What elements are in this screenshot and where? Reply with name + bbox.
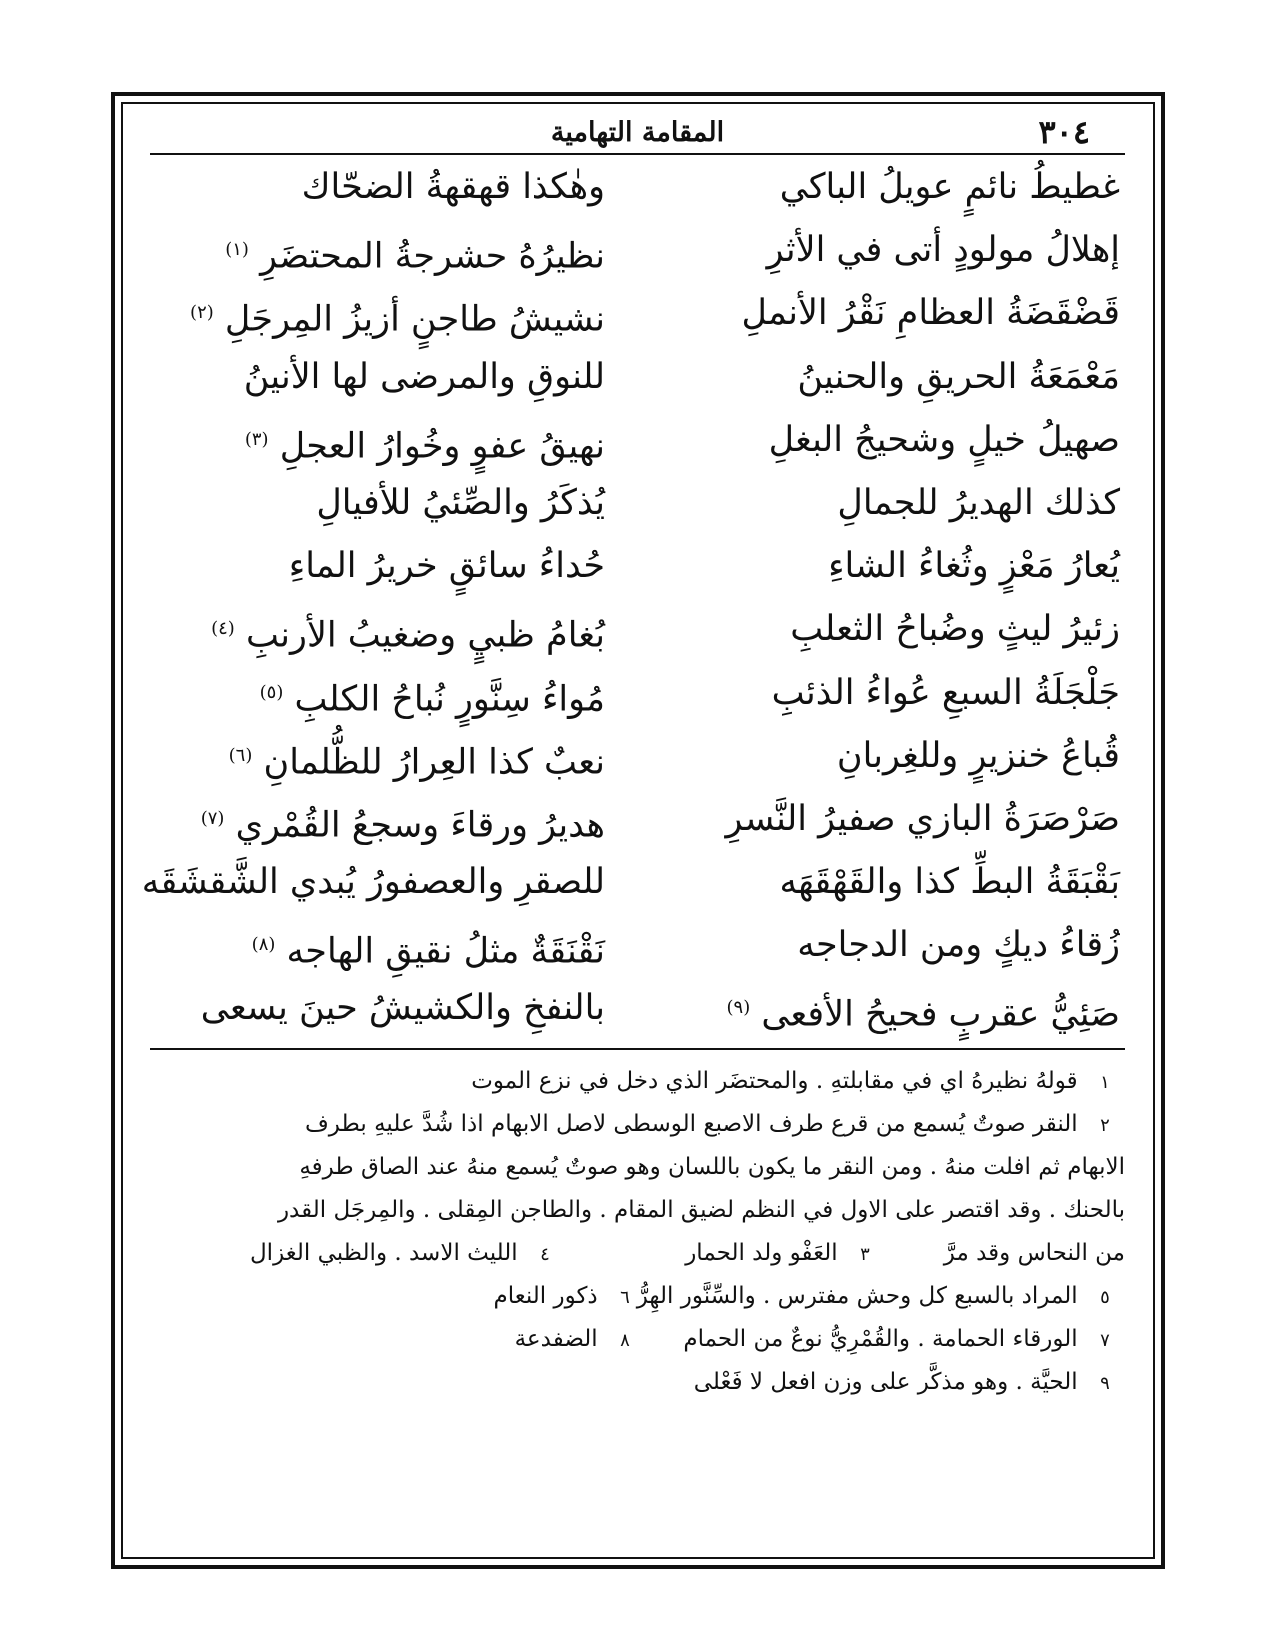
first-hemistich: زُقاءُ ديكٍ ومن الدجاجه bbox=[797, 925, 1120, 966]
footnote-text: الابهام ثم افلت منهُ . ومن النقر ما يكون باللسان وهو صوتٌ يُسمع منهُ عند الصاق طرفهِ bbox=[299, 1154, 1125, 1180]
footnote bbox=[494, 1275, 646, 1319]
footnote bbox=[515, 1318, 645, 1362]
footnote-row bbox=[145, 1232, 1125, 1275]
footnote-continuation bbox=[145, 1189, 1125, 1232]
footnote bbox=[637, 1275, 1125, 1319]
second-hemistich: وهٰكذا قهقهةُ الضحّاك bbox=[301, 167, 605, 207]
footnote bbox=[145, 1361, 1125, 1404]
footnote bbox=[145, 1060, 1125, 1103]
footnote-text: قولهُ نظيرهُ اي في مقابلتهِ . والمحتضَر الذي دخل في نزع الموت bbox=[471, 1068, 1078, 1094]
footnote-number: ٩ bbox=[1100, 1373, 1110, 1394]
hemistich-text: مُواءُ سِنَّورٍ نُباحُ الكلبِ bbox=[294, 679, 605, 720]
verse-line bbox=[155, 474, 1120, 537]
hemistich-text: بُغامُ ظبيٍ وضغيبُ الأرنبِ bbox=[245, 615, 605, 656]
footnote-ref: (٥) bbox=[259, 681, 284, 703]
footnote-text: من النحاس وقد مرَّ bbox=[943, 1240, 1125, 1266]
footnote-text: الحيَّة . وهو مذكَّر على وزن افعل لا فَعْلى bbox=[693, 1369, 1078, 1395]
second-hemistich bbox=[185, 794, 605, 851]
poem bbox=[141, 158, 1120, 1043]
verse-line bbox=[155, 158, 1120, 221]
footnote-ref: (٦) bbox=[228, 744, 253, 766]
first-hemistich: جَلْجَلَةُ السبعِ عُواءُ الذئبِ bbox=[771, 672, 1120, 713]
hemistich-text: نهيقُ عفوٍ وخُوارُ العجلِ bbox=[279, 426, 605, 467]
footnote-number: ٧ bbox=[1100, 1330, 1110, 1351]
verse-line bbox=[155, 600, 1120, 663]
verse-line bbox=[155, 664, 1120, 727]
first-hemistich: إهلالُ مولودٍ أتى في الأثرِ bbox=[766, 230, 1120, 271]
second-hemistich bbox=[185, 288, 605, 345]
second-hemistich: للنوقِ والمرضى لها الأنينُ bbox=[243, 356, 605, 397]
footnote-text: الليث الاسد . والظبي الغزال bbox=[249, 1240, 518, 1266]
footnote bbox=[683, 1318, 1125, 1362]
verse-line bbox=[155, 537, 1120, 600]
second-hemistich: للصقرِ والعصفورُ يُبدي الشَّقشَقَه bbox=[141, 862, 605, 903]
footnote-ref: (٤) bbox=[211, 618, 235, 640]
footnote-row bbox=[145, 1275, 1125, 1318]
footnote-number: ٢ bbox=[1100, 1115, 1110, 1136]
page-number: ٣٠٤ bbox=[1038, 113, 1090, 151]
footnote-text: النقر صوتٌ يُسمع من قرع طرف الاصبع الوسطى لاصل الابهام اذا شُدَّ عليهِ بطرف bbox=[304, 1111, 1078, 1137]
footnote-ref: (٩) bbox=[726, 997, 751, 1019]
footnote-ref: (١) bbox=[225, 239, 249, 261]
hemistich-text: صَئِيُّ عقربٍ فحيحُ الأفعى bbox=[761, 995, 1120, 1036]
hemistich-text: نَقْنَقَةٌ مثلُ نقيقِ الهاجه bbox=[286, 931, 605, 972]
footnote-text: العَفْو ولد الحمار bbox=[685, 1240, 838, 1266]
footnote-text: المراد بالسبع كل وحش مفترس . والسِّنَّور الهِرُّ bbox=[636, 1283, 1078, 1309]
first-hemistich: بَقْبَقَةُ البطِّ كذا والقَهْقَهَه bbox=[779, 862, 1120, 903]
footnote-text: ذكور النعام bbox=[493, 1283, 598, 1309]
second-hemistich: يُذكَرُ والصِّئيُ للأفيالِ bbox=[316, 482, 605, 523]
second-hemistich bbox=[185, 604, 605, 661]
footnote-number: ٣ bbox=[860, 1244, 870, 1265]
footnote-ref: (٣) bbox=[244, 428, 269, 450]
verse-line bbox=[155, 348, 1120, 411]
first-hemistich: غطيطُ نائمٍ عويلُ الباكي bbox=[779, 167, 1120, 207]
footnote-number: ٥ bbox=[1100, 1287, 1110, 1308]
second-hemistich bbox=[185, 415, 605, 472]
first-hemistich: زئيرُ ليثٍ وضُباحُ الثعلبِ bbox=[790, 609, 1120, 650]
hemistich-text: هديرُ ورقاءَ وسجعُ القُمْري bbox=[235, 805, 605, 846]
verse-line bbox=[155, 916, 1120, 979]
header-rule bbox=[150, 153, 1125, 155]
verse-line bbox=[155, 790, 1120, 853]
first-hemistich: يُعارُ مَعْزٍ وثُغاءُ الشاءِ bbox=[828, 546, 1120, 587]
second-hemistich bbox=[185, 920, 605, 977]
footnote-number: ٤ bbox=[540, 1244, 550, 1265]
hemistich-text: نشيشُ طاجنٍ أزيزُ المِرجَلِ bbox=[224, 300, 605, 341]
footnote-rule bbox=[150, 1048, 1125, 1050]
second-hemistich bbox=[185, 731, 605, 788]
second-hemistich: حُداءُ سائقٍ خريرُ الماءِ bbox=[288, 546, 605, 587]
first-hemistich: قُباعُ خنزيرٍ وللغِربانِ bbox=[836, 735, 1120, 776]
first-hemistich: صَرْصَرَةُ البازي صفيرُ النَّسرِ bbox=[725, 798, 1120, 839]
verse-line bbox=[155, 221, 1120, 284]
second-hemistich: بالنفخِ والكشيشُ حينَ يسعى bbox=[200, 988, 605, 1029]
verse-line bbox=[155, 727, 1120, 790]
running-header bbox=[150, 113, 1125, 153]
footnotes bbox=[145, 1060, 1125, 1404]
verse-line bbox=[155, 284, 1120, 347]
second-hemistich bbox=[185, 225, 605, 282]
verse-line bbox=[155, 411, 1120, 474]
footnote-ref: (٧) bbox=[200, 807, 225, 829]
footnote-continuation bbox=[145, 1146, 1125, 1189]
footnote bbox=[685, 1232, 885, 1276]
footnote-row bbox=[145, 1318, 1125, 1361]
footnote-number: ٨ bbox=[620, 1330, 630, 1351]
footnote-number: ١ bbox=[1100, 1072, 1110, 1093]
first-hemistich: كذلك الهديرُ للجمالِ bbox=[837, 482, 1120, 523]
footnote-text: الضفدعة bbox=[514, 1326, 598, 1352]
first-hemistich bbox=[680, 983, 1120, 1040]
hemistich-text: نعبٌ كذا العِرارُ للظُّلمانِ bbox=[263, 742, 605, 783]
footnote-text: بالحنك . وقد اقتصر على الاول في النظم لضيق المقام . والطاجن المِقلى . والمِرجَل القدر bbox=[277, 1197, 1125, 1223]
first-hemistich: مَعْمَعَةُ الحريقِ والحنينُ bbox=[797, 356, 1120, 397]
footnote-text: الورقاء الحمامة . والقُمْرِيُّ نوعٌ من الحمام bbox=[683, 1326, 1078, 1352]
second-hemistich bbox=[185, 668, 605, 725]
running-title: المقامة التهامية bbox=[550, 117, 725, 148]
footnote bbox=[250, 1232, 565, 1276]
footnote-ref: (٢) bbox=[190, 302, 214, 324]
verse-line bbox=[141, 853, 1120, 916]
footnote-number: ٦ bbox=[620, 1287, 630, 1308]
verse-line bbox=[155, 979, 1120, 1042]
footnote-ref: (٨) bbox=[251, 934, 276, 956]
hemistich-text: نظيرُهُ حشرجةُ المحتضَرِ bbox=[260, 236, 605, 277]
first-hemistich: صهيلُ خيلٍ وشحيجُ البغلِ bbox=[768, 419, 1120, 460]
first-hemistich: قَضْقَضَةُ العظامِ نَقْرُ الأنملِ bbox=[741, 293, 1120, 334]
footnote bbox=[145, 1103, 1125, 1146]
